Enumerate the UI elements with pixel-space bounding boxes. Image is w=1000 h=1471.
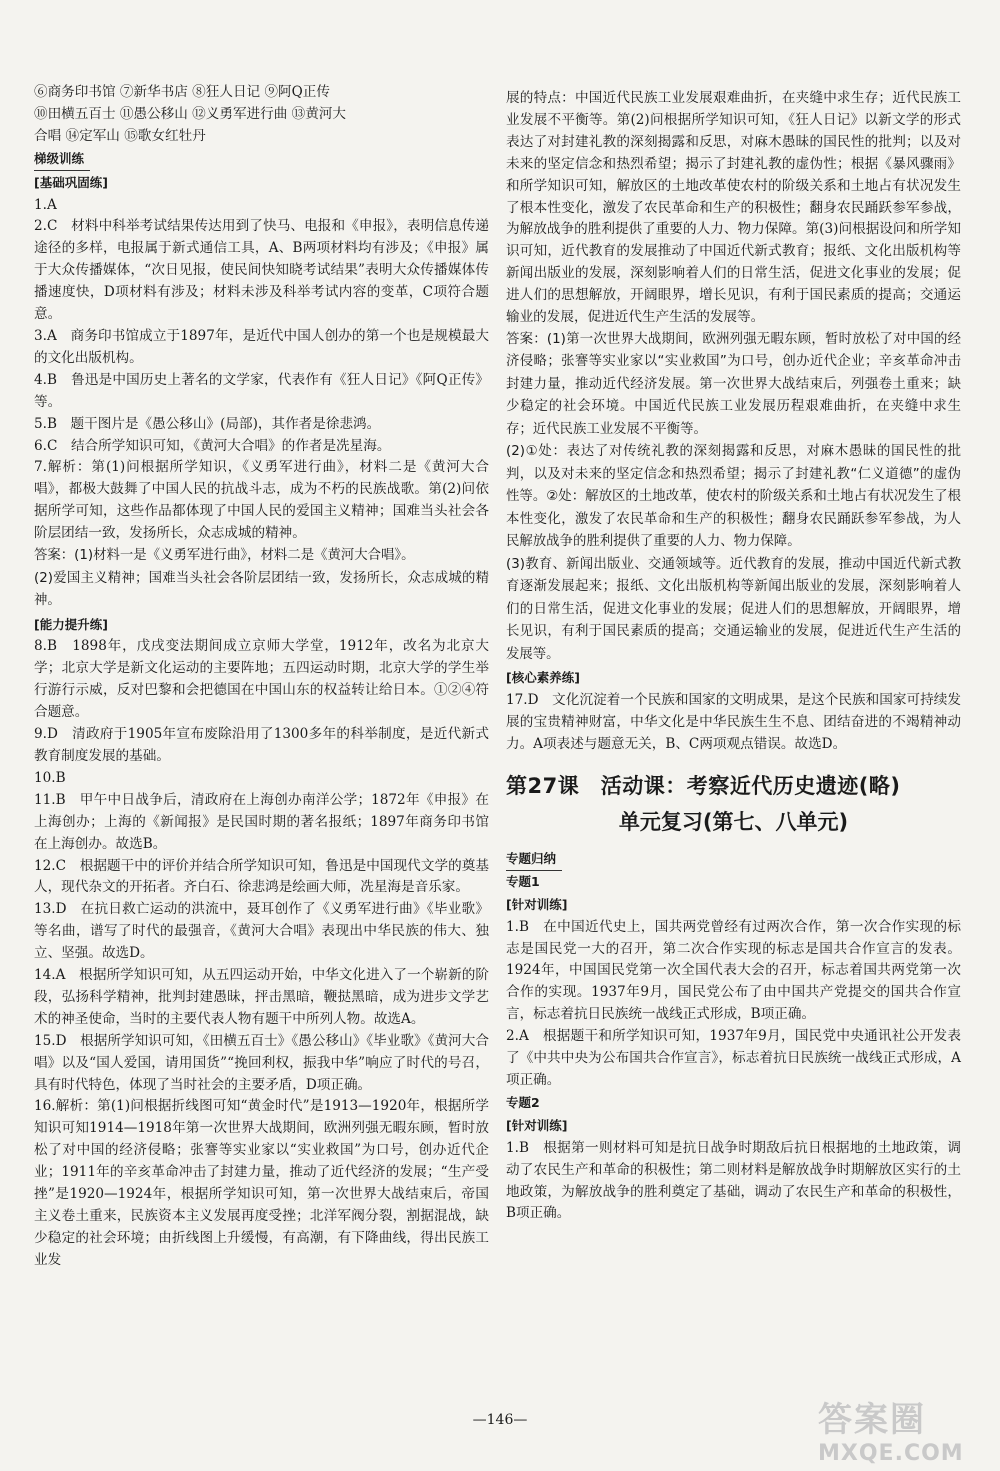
subsection-label: [针对训练] [506,1117,568,1133]
answer-item: 5.B 题干图片是《愚公移山》(局部)，其作者是徐悲鸿。 [34,415,381,432]
answer-item: 6.C 结合所学知识可知，《黄河大合唱》的作者是冼星海。 [34,437,391,454]
answer-item: 7.解析：第(1)问根据所学知识，《义勇军进行曲》，材料二是《黄河大合唱》，都极大鼓舞了中国人民的抗战斗志，成为不朽的民族战歌。第(2)问依据所学可知，这些作品都体现了中国人民的爱国主义精神；国难当头社会各阶层团结一致，发扬所长，众志成城的精神。 [34,459,489,542]
right-column [506,88,961,1225]
answer-item: 17.D 文化沉淀着一个民族和国家的文明成果，是这个民族和国家可持续发展的宝贵精神财富，中华文化是中华民族生生不息、团结奋进的不竭精神动力。A项表述与题意无关，B、C两项观点错误。故选D。 [506,692,961,753]
intro-line: ⑩田横五百士 ⑪愚公移山 ⑫义勇军进行曲 ⑬黄河大 [34,105,347,122]
answer-item: 2.A 根据题干和所学知识可知，1937年9月，国民党中央通讯社公开发表了《中共中央为公布国共合作宣言》，标志着抗日民族统一战线正式形成，A项正确。 [506,1028,961,1088]
subsection-label: [核心素养练] [506,670,580,686]
answer-text: 答案：(1)材料一是《义勇军进行曲》，材料二是《黄河大合唱》。 [34,548,415,564]
page-number: —146— [472,1412,528,1428]
answer-item: 8.B 1898年，戊戌变法期间成立京师大学堂，1912年，改名为北京大学；北京大学是新文化运动的主要阵地；五四运动时期，北京大学的学生举行游行示威，反对巴黎和会把德国在中国山东的权益转让给日本。①②④符合题意。 [34,638,489,721]
section-heading: 专题归纳 [506,848,562,871]
answer-item: 9.D 清政府于1905年宣布废除沿用了1300多年的科举制度，是近代新式教育制度发展的基础。 [34,726,489,764]
answer-item: 14.A 根据所学知识可知，从五四运动开始，中华文化进入了一个崭新的阶段，弘扬科学精神，批判封建愚昧，抨击黑暗，鞭挞黑暗，成为进步文学艺术的神圣使命，当时的主要代表人物有题干中所列人物。故选A。 [34,967,489,1027]
answer-text: (2)①处：表达了对传统礼教的深刻揭露和反思，对麻木愚昧的国民性的批判，以及对未来的坚定信念和热烈希望；揭示了封建礼教“仁义道德”的虚伪性等。②处：解放区的土地改革，使农村的阶级关系和土地占有状况发生了根本性变化，激发了农民革命和生产的积极性；翻身农民踊跃参军参战，为人民解放战争的胜利提供了重要的人力、物力保障。 [506,444,961,550]
lesson-title: 第27课 活动课：考察近代历史遗迹(略) [506,774,901,799]
answer-item: 2.C 材料中科举考试结果传达用到了快马、电报和《申报》，表明信息传递途径的多样，电报属于新式通信工具，A、B两项材料均有涉及；《申报》属于大众传播媒体，“次日见报，使民间快知晓考试结果”表明大众传播媒体传播速度快，D项材料有涉及；材料未涉及科举考试内容的变革，C项符合题意。 [34,218,489,323]
topic-heading: 专题2 [506,1094,540,1110]
answer-item: 1.A [34,196,57,213]
answer-item: 13.D 在抗日救亡运动的洪流中，聂耳创作了《义勇军进行曲》《毕业歌》等名曲，谱写了时代的最强音，《黄河大合唱》表现出中华民族的伟大、独立、坚强。故选D。 [34,901,489,962]
watermark [818,1392,988,1468]
subsection-label: [针对训练] [506,896,568,912]
answer-item: 15.D 根据所学知识可知，《田横五百士》《愚公移山》《毕业歌》《黄河大合唱》以及“国人爱国，请用国货”“挽回利权，振我中华”响应了时代的号召，具有时代特色，体现了当时社会的主要矛盾，D项正确。 [34,1032,489,1093]
answer-text: 答案：(1)第一次世界大战期间，欧洲列强无暇东顾，暂时放松了对中国的经济侵略；张謇等实业家以“实业救国”为口号，创办近代企业；辛亥革命冲击封建力量，推动近代经济发展。第一次世界大战结束后，列强卷土重来；缺少稳定的社会环境。中国近代民族工业发展历程艰难曲折，在夹缝中求生存；近代民族工业发展不平衡等。 [506,331,961,437]
answer-item: 16.解析：第(1)问根据折线图可知“黄金时代”是1913—1920年，根据所学知识可知1914—1918年第一次世界大战期间，欧洲列强无暇东顾，暂时放松了对中国的经济侵略；张謇等实业家以“实业救国”为口号，创办近代企业；1911年的辛亥革命冲击了封建力量，推动了近代经济的发展；“生产受挫”是1920—1924年，根据所学知识可知，第一次世界大战结束后，帝国主义卷土重来，民族资本主义发展再度受挫；北洋军阀分裂，割据混战，缺少稳定的社会环境；由折线图上升缓慢，有高潮，有下降曲线，得出民族工业发 [34,1098,489,1268]
answer-item: 10.B [34,769,66,786]
watermark-url: MXQE.COM [818,1441,964,1466]
answer-item: 11.B 甲午中日战争后，清政府在上海创办南洋公学；1872年《申报》在上海创办；上海的《新闻报》是民国时期的著名报纸；1897年商务印书馆在上海创办。故选B。 [34,791,489,852]
answer-item: 12.C 根据题干中的评价并结合所学知识可知，鲁迅是中国现代文学的奠基人，现代杂文的开拓者。齐白石、徐悲鸿是绘画大师，冼星海是音乐家。 [34,857,489,896]
answer-item: 4.B 鲁迅是中国历史上著名的文学家，代表作有《狂人日记》《阿Q正传》等。 [34,371,489,410]
intro-line: 合唱 ⑭定军山 ⑮歌女红牡丹 [34,127,206,144]
unit-title: 单元复习(第七、八单元) [618,810,849,834]
watermark-logo: 答案圈 [818,1400,926,1440]
left-column [34,82,489,1272]
answer-text: (2)爱国主义精神；国难当头社会各阶层团结一致，发扬所长，众志成城的精神。 [34,570,489,609]
subsection-label: [基础巩固练] [34,174,108,190]
answer-item: 1.B 在中国近代史上，国共两党曾经有过两次合作，第一次合作实现的标志是国民党一大的召开，第二次合作实现的标志是国共合作宣言的发表。1924年，中国国民党第一次全国代表大会的召开，标志着国共两党第一次合作的实现。1937年9月，国民党公布了由中国共产党提交的国共合作宣言，标志着抗日民族统一战线正式形成，B项正确。 [506,918,961,1023]
answer-item: 1.B 根据第一则材料可知是抗日战争时期敌后抗日根据地的土地政策，调动了农民生产和革命的积极性；第二则材料是解放战争时期解放区实行的土地政策，为解放战争的胜利奠定了基础，调动了农民生产和革命的积极性，B项正确。 [506,1139,961,1222]
answer-item: 展的特点：中国近代民族工业发展艰难曲折，在夹缝中求生存；近代民族工业发展不平衡等。第(2)问根据所学知识可知，《狂人日记》以新文学的形式表达了对封建礼教的深刻揭露和反思，对麻木愚昧的国民性的批判；以及对未来的坚定信念和热烈希望；揭示了封建礼教的虚伪性；根据《暴风骤雨》和所学知识可知，解放区的土地改革使农村的阶级关系和土地占有状况发生了根本性变化，激发了农民革命和生产的积极性；翻身农民踊跃参军参战，为解放战争的胜利提供了重要的人力、物力保障。第(3)问根据设问和所学知识可知，近代教育的发展推动了中国近代新式教育；报纸、文化出版机构等新闻出版业的发展，深刻影响着人们的日常生活，促进文化事业的发展；促进人们的思想解放，开阔眼界，增长见识，有利于国民素质的提高；交通运输业的发展，促进近代生产生活的发展等。 [506,90,961,326]
subsection-label: [能力提升练] [34,616,108,632]
intro-line: ⑥商务印书馆 ⑦新华书店 ⑧狂人日记 ⑨阿Q正传 [34,84,330,100]
answer-item: 3.A 商务印书馆成立于1897年，是近代中国人创办的第一个也是规模最大的文化出版机构。 [34,327,489,366]
answer-text: (3)教育、新闻出版业、交通领域等。近代教育的发展，推动中国近代新式教育逐渐发展起来；报纸、文化出版机构等新闻出版业的发展，深刻影响着人们的日常生活，促进文化事业的发展；促进人们的思想解放，开阔眼界，增长见识，有利于国民素质的提高；交通运输业的发展，促进近代生产生活的发展等。 [506,556,961,662]
section-heading: 梯级训练 [34,148,90,171]
topic-heading: 专题1 [506,873,540,889]
